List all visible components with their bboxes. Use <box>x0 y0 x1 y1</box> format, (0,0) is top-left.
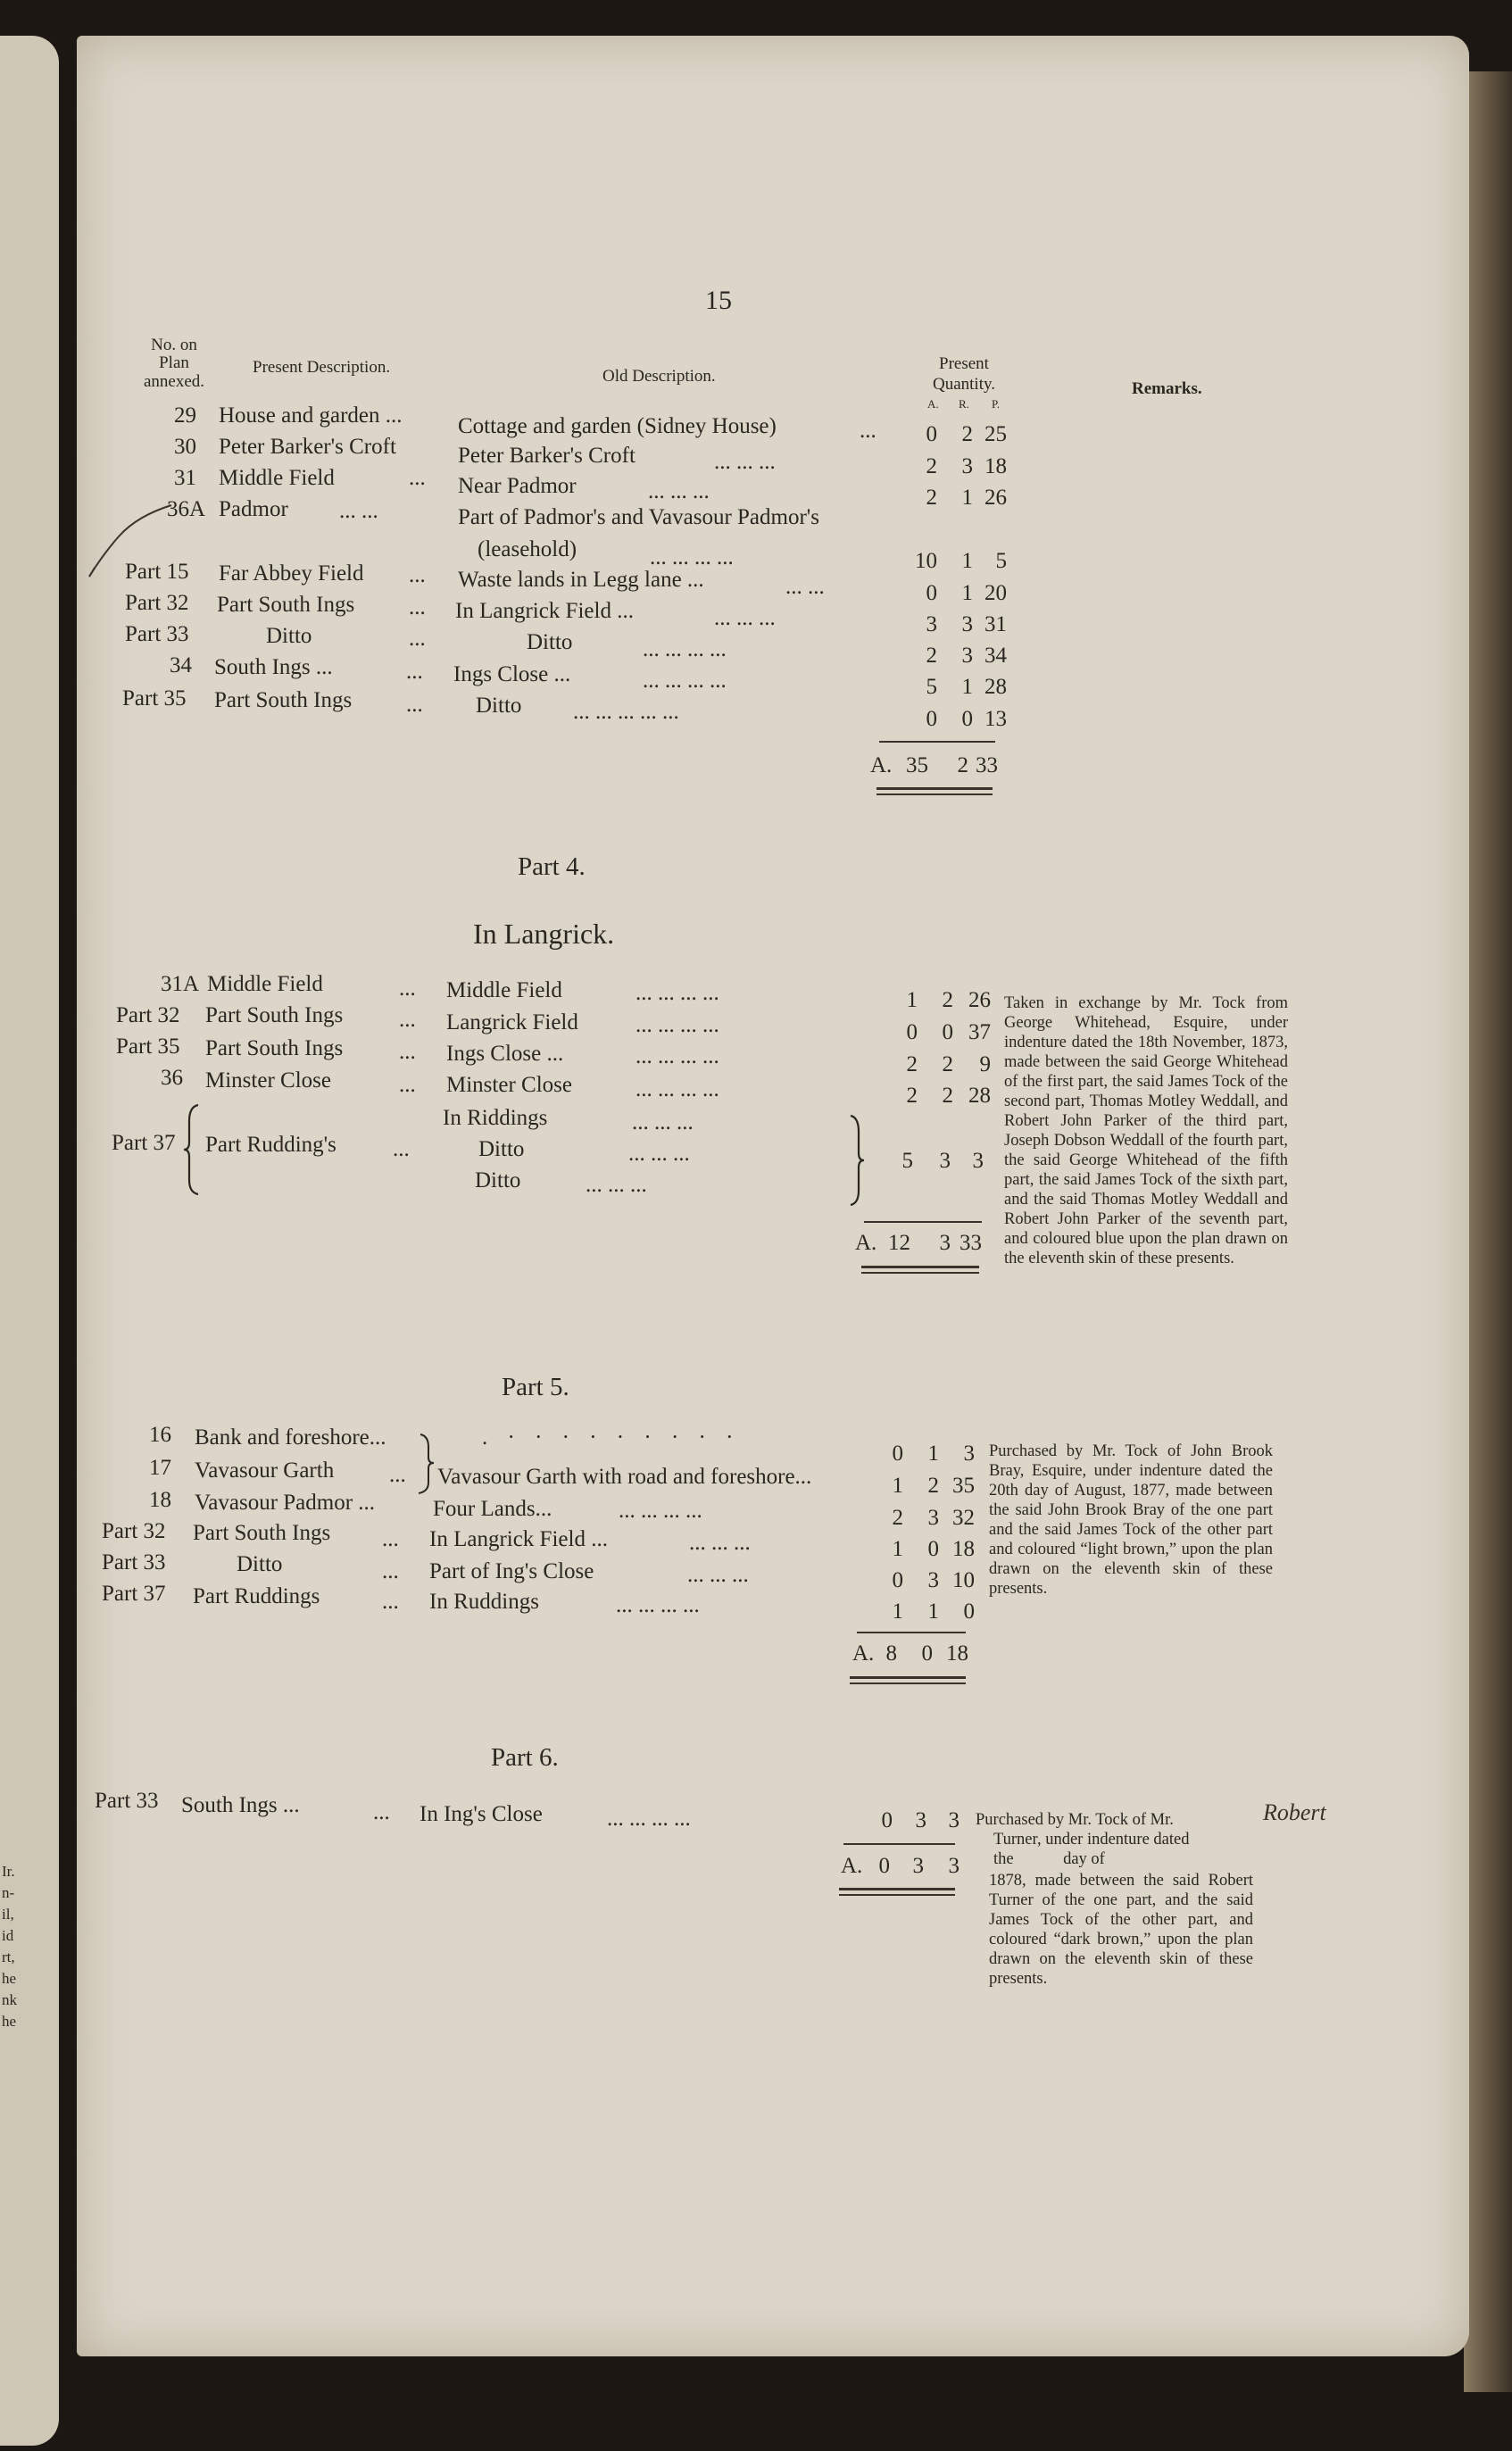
present-description: Part Rudding's <box>205 1133 336 1157</box>
separator-dots: ... <box>409 466 426 490</box>
qty-r: 2 <box>942 1052 953 1076</box>
total-r: 3 <box>939 1231 951 1255</box>
page-number: 15 <box>705 286 732 315</box>
header-old-description: Old Description. <box>602 367 716 386</box>
old-description: Ditto <box>476 694 522 718</box>
present-description: Part South Ings <box>214 688 353 712</box>
qty-a: 2 <box>926 644 937 668</box>
leader-dots: ... <box>860 419 876 443</box>
qty-r: 1 <box>961 581 973 605</box>
old-description: Langrick Field <box>446 1010 578 1034</box>
old-description: In Ruddings <box>429 1590 539 1614</box>
part6-title: Part 6. <box>491 1743 559 1772</box>
leader-dots: ... ... ... ... <box>607 1807 691 1831</box>
qty-r: 3 <box>961 644 973 668</box>
header-no-on-plan: No. on <box>151 336 197 354</box>
qty-a: 1 <box>892 1474 903 1498</box>
plan-number: 18 <box>149 1488 171 1512</box>
sum-rule <box>857 1632 966 1633</box>
qty-p: 35 <box>952 1474 975 1498</box>
total-label: A. <box>855 1231 877 1255</box>
pencil-tick-mark <box>86 500 175 580</box>
leader-dots: ... ... ... ... <box>636 1044 719 1068</box>
leader-dots: ... ... ... ... <box>616 1593 700 1617</box>
qty-r: 1 <box>927 1599 939 1624</box>
separator-dots: ... <box>409 563 426 587</box>
header-remarks: Remarks. <box>1132 379 1202 398</box>
old-description: Waste lands in Legg lane ... <box>458 568 704 592</box>
total-p: 18 <box>946 1641 968 1666</box>
old-description: Ings Close ... <box>446 1042 564 1066</box>
leader-dots: ... ... ... ... <box>619 1499 702 1523</box>
leader-dots: ... ... ... ... ... <box>573 700 679 724</box>
book-fore-edge <box>1464 71 1512 2392</box>
present-description: Vavasour Padmor ... <box>195 1491 376 1515</box>
present-description: Far Abbey Field <box>219 561 364 586</box>
header-present-description: Present Description. <box>253 358 391 377</box>
separator-dots: ... <box>399 976 416 1001</box>
part4-subtitle: In Langrick. <box>473 918 615 950</box>
part5-remarks: Purchased by Mr. Tock of John Brook Bray, Esquire, under indenture dated the 20th day of August, 1877, made between the said John Brook Bray of the one part and the said James Tock of the other part and coloured “light brown,” upon the plan drawn on the eleventh skin of these presents. <box>989 1442 1273 1598</box>
fragment: rt, <box>2 1948 15 1965</box>
plan-number: 31 <box>174 466 196 490</box>
plan-number: 16 <box>149 1423 171 1447</box>
present-description: Part South Ings <box>205 1003 344 1027</box>
present-description: Ditto <box>237 1552 283 1576</box>
old-description: Near Padmor <box>458 474 577 498</box>
total-r: 2 <box>957 753 968 777</box>
fragment: il, <box>2 1906 14 1923</box>
qty-r: 3 <box>927 1568 939 1592</box>
separator-dots: ... <box>382 1590 399 1614</box>
present-description: South Ings ... <box>181 1793 300 1817</box>
qty-a: 1 <box>892 1537 903 1561</box>
separator-dots: ... <box>393 1137 410 1161</box>
total-a: 0 <box>878 1854 890 1878</box>
plan-number: 36A <box>166 497 205 521</box>
qty-p: 34 <box>984 644 1007 668</box>
qty-a: 0 <box>906 1020 918 1044</box>
total-double-rule <box>850 1682 966 1684</box>
qty-p: 0 <box>963 1599 975 1624</box>
qty-p: 32 <box>952 1506 975 1530</box>
present-description: House and garden ... <box>219 403 403 428</box>
qty-a: 0 <box>892 1568 903 1592</box>
separator-dots: ... <box>409 627 426 651</box>
present-description: Bank and foreshore... <box>195 1425 386 1450</box>
qty-r: 3 <box>961 612 973 636</box>
separator-dots: ... ... <box>339 499 378 523</box>
total-label: A. <box>852 1641 875 1666</box>
old-description: Peter Barker's Croft <box>458 444 636 468</box>
total-double-rule <box>876 793 993 795</box>
old-description: Part of Ing's Close <box>429 1559 594 1583</box>
qty-r: 0 <box>927 1537 939 1561</box>
qty-a: 2 <box>926 454 937 478</box>
total-double-rule <box>839 1888 955 1890</box>
left-page-edge <box>0 36 59 2446</box>
present-description: Part South Ings <box>217 593 355 617</box>
qty-p: 26 <box>984 486 1007 510</box>
handwritten-name: Robert <box>1263 1799 1326 1825</box>
present-description: Middle Field <box>207 972 323 996</box>
leader-dots: ... ... ... ... <box>636 981 719 1005</box>
qty-a: 1 <box>892 1599 903 1624</box>
qty-a: 0 <box>892 1442 903 1466</box>
qty-r: 3 <box>961 454 973 478</box>
qty-p: 3 <box>948 1808 960 1832</box>
present-description: South Ings ... <box>214 655 333 679</box>
present-description: Part South Ings <box>205 1036 344 1060</box>
total-a: 12 <box>888 1231 910 1255</box>
leader-dots: ... ... ... <box>628 1142 690 1166</box>
separator-dots: ... <box>382 1527 399 1551</box>
qty-a: 0 <box>926 422 937 446</box>
leader-dots: ... ... ... ... <box>636 1077 719 1101</box>
qty-r: 2 <box>942 1084 953 1108</box>
total-double-rule <box>850 1676 966 1679</box>
separator-dots: ... <box>406 660 423 684</box>
plan-number: Part 33 <box>102 1550 166 1574</box>
leader-dots: ... ... <box>785 575 825 599</box>
header-no-on-plan: Plan <box>159 353 189 372</box>
qty-a: 0 <box>881 1808 893 1832</box>
header-a: A. <box>927 397 939 411</box>
part6-remarks: 1878, made between the said Robert Turner of the one part, and the said James Tock of the other part, and coloured “dark brown,” upon the plan drawn on the eleventh skin of these presents. <box>989 1872 1253 1988</box>
leader-dots: ... ... ... <box>687 1563 749 1587</box>
sum-rule <box>843 1843 955 1845</box>
old-description: Ditto <box>475 1168 521 1192</box>
total-p: 3 <box>948 1854 960 1878</box>
old-description: Middle Field <box>446 978 562 1002</box>
qty-p: 25 <box>984 422 1007 446</box>
fragment: id <box>2 1927 14 1944</box>
fragment: n- <box>2 1884 15 1901</box>
qty-r: 3 <box>915 1808 926 1832</box>
right-brace <box>848 1114 866 1207</box>
qty-r: 1 <box>961 675 973 699</box>
present-description: Middle Field <box>219 466 335 490</box>
qty-r: 0 <box>942 1020 953 1044</box>
separator-dots: ... <box>406 693 423 717</box>
qty-a: 1 <box>906 988 918 1012</box>
leader-dots: ... ... ... <box>714 450 776 474</box>
plan-number: Part 37 <box>112 1131 176 1155</box>
leader-dots: ... ... ... <box>689 1531 751 1555</box>
qty-p: 3 <box>963 1442 975 1466</box>
total-double-rule <box>861 1266 979 1268</box>
qty-p: 10 <box>952 1568 975 1592</box>
qty-r: 3 <box>927 1506 939 1530</box>
separator-dots: ... <box>373 1800 390 1824</box>
plan-number: 31A <box>161 972 200 996</box>
qty-p: 28 <box>984 675 1007 699</box>
qty-a: 0 <box>926 707 937 731</box>
plan-number: Part 33 <box>125 622 189 646</box>
total-double-rule <box>876 787 993 790</box>
fragment: nk <box>2 1991 17 2008</box>
part6-remarks-line: the day of <box>993 1850 1105 1868</box>
separator-dots: ... <box>399 1008 416 1032</box>
separator-dots: ... <box>382 1559 399 1583</box>
qty-p: 5 <box>995 549 1007 573</box>
qty-p: 13 <box>984 707 1007 731</box>
part6-remarks-line: Purchased by Mr. Tock of Mr. <box>976 1811 1174 1829</box>
separator-dots: ... <box>399 1040 416 1064</box>
plan-number: 17 <box>149 1456 171 1480</box>
plan-number: 29 <box>174 403 196 428</box>
present-description: Vavasour Garth <box>195 1458 335 1483</box>
plan-number: Part 32 <box>116 1003 180 1027</box>
header-present-quantity: Present <box>939 354 989 373</box>
plan-number: Part 37 <box>102 1582 166 1606</box>
present-description: Padmor <box>219 497 288 521</box>
qty-p: 31 <box>984 612 1007 636</box>
qty-a: 10 <box>915 549 937 573</box>
qty-p: 9 <box>979 1052 991 1076</box>
fragment: he <box>2 1970 17 1987</box>
total-a: 8 <box>885 1641 897 1666</box>
old-description: Ditto <box>527 630 573 654</box>
qty-a: 5 <box>901 1149 913 1173</box>
total-r: 3 <box>912 1854 924 1878</box>
header-no-on-plan: annexed. <box>143 372 205 391</box>
sum-rule <box>879 741 995 743</box>
qty-a: 0 <box>926 581 937 605</box>
qty-p: 18 <box>984 454 1007 478</box>
qty-p: 18 <box>952 1537 975 1561</box>
qty-p: 28 <box>968 1084 991 1108</box>
old-description: Ditto <box>478 1137 525 1161</box>
leader-dots: ... ... ... ... <box>650 545 734 569</box>
part6-remarks-line: Turner, under indenture dated <box>993 1831 1190 1849</box>
part5-title: Part 5. <box>502 1373 569 1401</box>
old-description: Ings Close ... <box>453 662 571 686</box>
qty-r: 1 <box>927 1442 939 1466</box>
fragment: he <box>2 2013 17 2030</box>
qty-p: 26 <box>968 988 991 1012</box>
header-present-quantity: Quantity. <box>932 375 995 394</box>
leader-dots: ... ... ... <box>632 1110 694 1134</box>
qty-r: 0 <box>961 707 973 731</box>
qty-r: 2 <box>942 988 953 1012</box>
qty-a: 3 <box>926 612 937 636</box>
leader-dots: ... ... ... <box>586 1173 647 1197</box>
qty-a: 2 <box>906 1084 918 1108</box>
old-description-continued: (leasehold) <box>478 537 577 561</box>
qty-p: 37 <box>968 1020 991 1044</box>
total-p: 33 <box>976 753 998 777</box>
old-description: In Riddings <box>443 1106 548 1130</box>
header-r: R. <box>959 397 969 411</box>
total-double-rule <box>839 1894 955 1896</box>
qty-r: 3 <box>939 1149 951 1173</box>
qty-r: 2 <box>961 422 973 446</box>
leader-dots: ... ... ... ... <box>643 637 727 661</box>
old-description: In Langrick Field ... <box>429 1527 608 1551</box>
old-description: Vavasour Garth with road and foreshore... <box>437 1465 812 1489</box>
plan-number: Part 32 <box>102 1519 166 1543</box>
separator-dots: ... <box>409 595 426 619</box>
present-description: Part South Ings <box>193 1521 331 1545</box>
total-double-rule <box>861 1272 979 1274</box>
left-brace <box>182 1103 202 1196</box>
separator-dots: ... <box>389 1463 406 1487</box>
plan-number: 34 <box>170 653 192 677</box>
plan-number: Part 35 <box>116 1034 180 1059</box>
total-p: 33 <box>960 1231 982 1255</box>
leader-dots: ... ... ... ... <box>643 669 727 693</box>
qty-p: 3 <box>972 1149 984 1173</box>
present-description: Part Ruddings <box>193 1584 320 1608</box>
sum-rule <box>864 1221 982 1223</box>
qty-a: 2 <box>906 1052 918 1076</box>
qty-p: 20 <box>984 581 1007 605</box>
part4-title: Part 4. <box>518 852 586 881</box>
plan-number: 36 <box>161 1066 183 1090</box>
old-description: Part of Padmor's and Vavasour Padmor's <box>458 505 820 529</box>
leader-dots: ... ... ... <box>648 479 710 503</box>
qty-r: 1 <box>961 549 973 573</box>
old-description: In Langrick Field ... <box>455 599 634 623</box>
present-description: Peter Barker's Croft <box>219 435 396 459</box>
leader-dots: ... ... ... <box>714 606 776 630</box>
qty-r: 2 <box>927 1474 939 1498</box>
present-description: Ditto <box>266 624 312 648</box>
fragment: Ir. <box>2 1863 15 1880</box>
old-description: Cottage and garden (Sidney House) <box>458 414 777 438</box>
qty-r: 1 <box>961 486 973 510</box>
total-label: A. <box>841 1854 863 1878</box>
old-description: Four Lands... <box>433 1497 552 1521</box>
total-a: 35 <box>906 753 928 777</box>
leader-dots: ... ... ... ... <box>636 1013 719 1037</box>
plan-number: Part 33 <box>95 1789 159 1813</box>
present-description: Minster Close <box>205 1068 331 1093</box>
part4-remarks: Taken in exchange by Mr. Tock from George Whitehead, Esquire, under indenture dated the 18th November, 1873, made between the said George Whitehead of the first part, the said James Tock of the second part, Thomas Motley Weddall, and Robert John Parker of the third part, Joseph Dobson Weddall of the fourth part, the said George Whitehead of the fifth part, the said James Tock of the sixth part, and the said Thomas Motley Weddall and Robert John Parker of the seventh part, and coloured blue upon the plan drawn on the eleventh skin of these presents. <box>1004 994 1288 1267</box>
old-description: Minster Close <box>446 1073 572 1097</box>
qty-a: 5 <box>926 675 937 699</box>
right-brace <box>416 1433 437 1495</box>
header-p: P. <box>992 397 1001 411</box>
plan-number: 30 <box>174 435 196 459</box>
plan-number: Part 32 <box>125 591 189 615</box>
plan-number: Part 35 <box>122 686 187 710</box>
qty-a: 2 <box>926 486 937 510</box>
total-r: 0 <box>921 1641 933 1666</box>
faint-dots: . · · · · · · · · · <box>482 1425 741 1450</box>
total-label: A. <box>870 753 893 777</box>
separator-dots: ... <box>399 1073 416 1097</box>
qty-a: 2 <box>892 1506 903 1530</box>
old-description: In Ing's Close <box>420 1802 543 1826</box>
plan-number: Part 15 <box>125 560 189 584</box>
